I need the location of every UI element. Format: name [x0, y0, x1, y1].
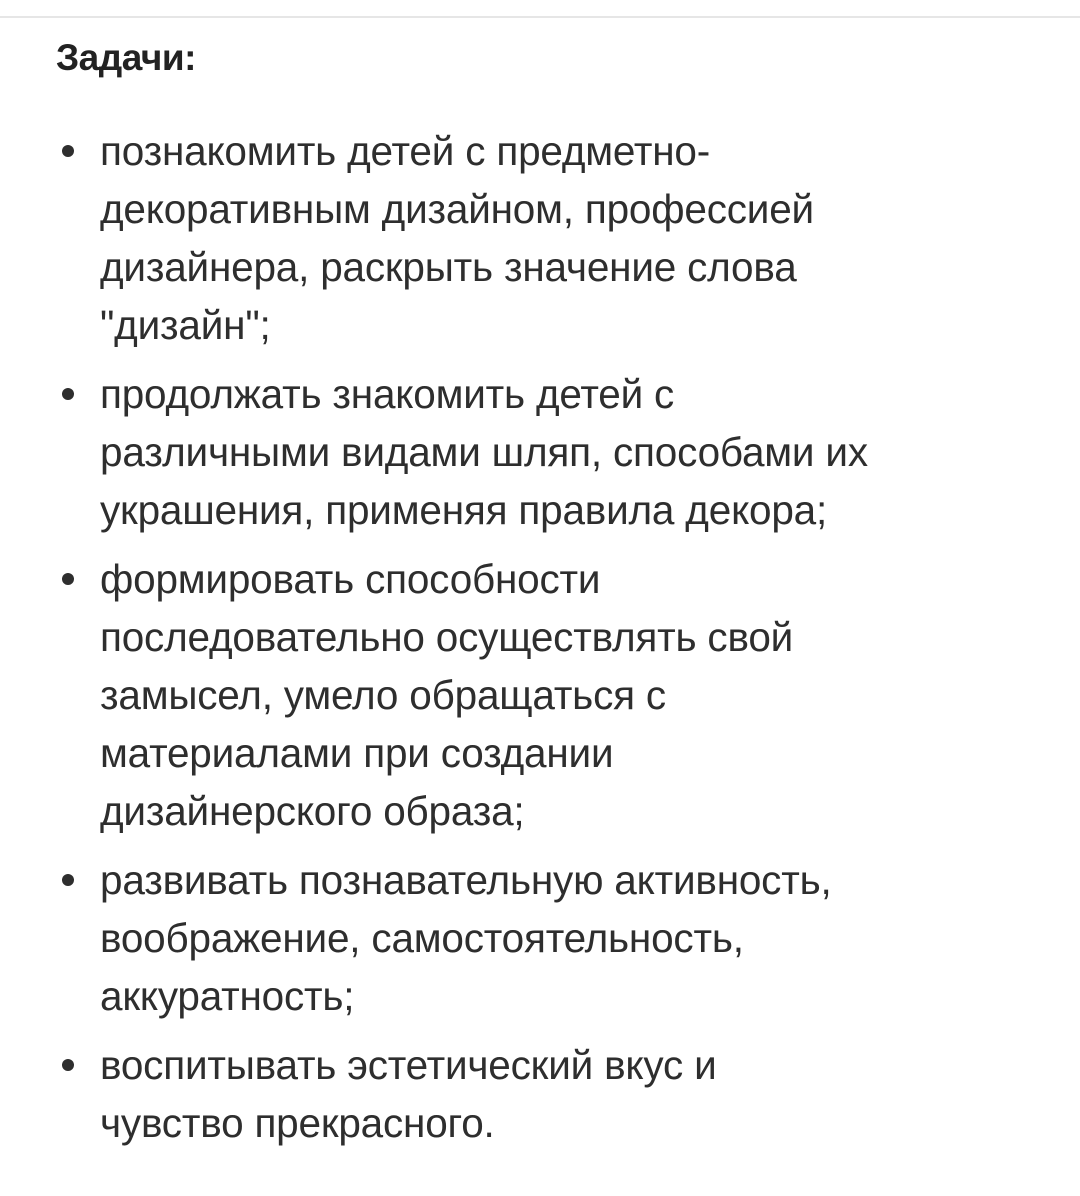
list-item-line: материалами при создании — [100, 730, 614, 776]
list-item-line: дизайнера, раскрыть значение слова — [100, 244, 797, 290]
bullet-icon — [62, 874, 74, 886]
list-item-line: воображение, самостоятельность, — [100, 915, 744, 961]
list-item — [0, 365, 1080, 539]
list-item-line: продолжать знакомить детей с — [100, 371, 675, 417]
list-item — [0, 122, 1080, 354]
list-item-line: воспитывать эстетический вкус и — [100, 1042, 717, 1088]
top-divider — [0, 16, 1080, 18]
list-item-line: формировать способности — [100, 556, 601, 602]
task-list — [0, 122, 1080, 1163]
bullet-icon — [62, 573, 74, 585]
list-item-line: познакомить детей с предметно- — [100, 128, 711, 174]
list-item-line: украшения, применяя правила декора; — [100, 487, 828, 533]
list-item-line: развивать познавательную активность, — [100, 857, 832, 903]
section-heading: Задачи: — [56, 37, 196, 78]
list-item — [0, 550, 1080, 840]
bullet-icon — [62, 1059, 74, 1071]
list-item-line: декоративным дизайном, профессией — [100, 186, 814, 232]
list-item-line: дизайнерского образа; — [100, 788, 525, 834]
list-item-line: последовательно осуществлять свой — [100, 614, 794, 660]
list-item — [0, 851, 1080, 1025]
bullet-icon — [62, 145, 74, 157]
list-item-line: чувство прекрасного. — [100, 1100, 495, 1146]
list-item-line: замысел, умело обращаться с — [100, 672, 666, 718]
list-item-line: "дизайн"; — [100, 302, 271, 348]
list-item-line: аккуратность; — [100, 973, 355, 1019]
bullet-icon — [62, 388, 74, 400]
list-item — [0, 1036, 1080, 1152]
list-item-line: различными видами шляп, способами их — [100, 429, 868, 475]
